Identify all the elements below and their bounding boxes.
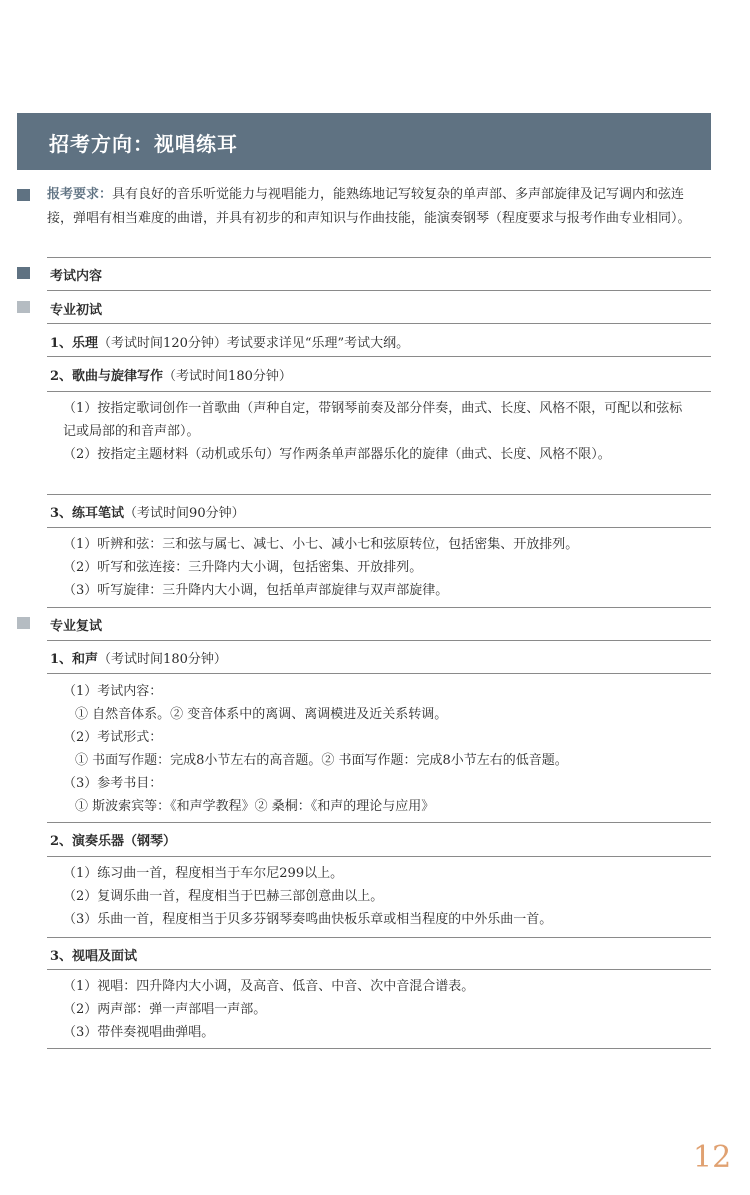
retest-item-sight <box>50 945 137 964</box>
divider <box>47 1048 711 1049</box>
divider <box>47 856 711 857</box>
retest-item-harmony <box>50 648 227 667</box>
sight-line-1: （1）视唱：四升降内大小调，及高音、低音、中音、次中音混合谱表。 <box>63 979 475 994</box>
prelim-heading: 专业初试 <box>50 303 103 318</box>
retest-item-piano <box>50 830 176 849</box>
ear-line-3: （3）听写旋律：三升降内大小调，包括单声部旋律与双声部旋律。 <box>63 583 449 598</box>
item-title: 1、乐理 <box>50 336 99 351</box>
bullet-square <box>17 189 30 201</box>
divider <box>47 356 711 357</box>
divider <box>47 391 711 392</box>
section-banner <box>17 113 711 170</box>
divider <box>47 969 711 970</box>
divider <box>47 607 711 608</box>
sight-line-2: （2）两声部：弹一声部唱一声部。 <box>63 1002 267 1017</box>
harmony-line-5: （3）参考书目： <box>63 776 163 791</box>
divider <box>47 673 711 674</box>
divider <box>47 822 711 823</box>
harmony-line-6: ① 斯波索宾等：《和声学教程》② 桑桐：《和声的理论与应用》 <box>75 799 435 814</box>
exam-content-heading: 考试内容 <box>50 269 103 284</box>
requirements-label: 报考要求： <box>47 187 113 202</box>
item-note: （考试时间180分钟） <box>163 369 292 384</box>
prelim-item-theory <box>50 332 409 351</box>
harmony-line-2: ① 自然音体系。② 变音体系中的离调、离调模进及近关系转调。 <box>75 707 448 722</box>
harmony-line-4: ① 书面写作题：完成8小节左右的高音题。② 书面写作题：完成8小节左右的低音题。 <box>75 753 568 768</box>
harmony-line-1: （1）考试内容： <box>63 684 163 699</box>
item-title: 3、视唱及面试 <box>50 949 138 964</box>
ear-line-2: （2）听写和弦连接：三升降内大小调，包括密集、开放排列。 <box>63 560 423 575</box>
harmony-line-3: （2）考试形式： <box>63 730 163 745</box>
bullet-square <box>17 301 30 313</box>
item-note: （考试时间90分钟） <box>124 506 245 521</box>
requirements-text: 具有良好的音乐听觉能力与视唱能力，能熟练地记写较复杂的单声部、多声部旋律及记写调内和弦连接，弹唱有相当难度的曲谱，并具有初步的和声知识与作曲技能，能演奏钢琴（程度要求与报考作曲专业相同）。 <box>47 187 691 226</box>
prelim-item-song <box>50 365 292 384</box>
piano-line-2: （2）复调乐曲一首，程度相当于巴赫三部创意曲以上。 <box>63 889 384 904</box>
piano-line-1: （1）练习曲一首，程度相当于车尔尼299以上。 <box>63 866 344 881</box>
divider <box>47 494 711 495</box>
retest-heading: 专业复试 <box>50 619 103 634</box>
item-note: （考试时间120分钟）考试要求详见“乐理”考试大纲。 <box>98 336 410 351</box>
piano-line-3: （3）乐曲一首，程度相当于贝多芬钢琴奏鸣曲快板乐章或相当程度的中外乐曲一首。 <box>63 912 553 927</box>
divider <box>47 937 711 938</box>
item-title: 1、和声 <box>50 652 99 667</box>
divider <box>47 640 711 641</box>
sight-line-3: （3）带伴奏视唱曲弹唱。 <box>63 1025 215 1040</box>
song-paragraph-1: （1）按指定歌词创作一首歌曲（声种自定，带钢琴前奏及部分伴奏，曲式、长度、风格不限，可配以和弦标记或局部的和音声部）。 <box>63 401 683 439</box>
banner-title: 招考方向：视唱练耳 <box>49 132 238 156</box>
divider <box>47 257 711 258</box>
requirements-paragraph <box>47 183 707 231</box>
item-title: 3、练耳笔试 <box>50 506 125 521</box>
divider <box>47 290 711 291</box>
divider <box>47 323 711 324</box>
item-title: 2、歌曲与旋律写作 <box>50 369 164 384</box>
bullet-square <box>17 267 30 279</box>
item-note: （考试时间180分钟） <box>98 652 227 667</box>
divider <box>47 527 711 528</box>
prelim-item-ear <box>50 502 245 521</box>
item-title: 2、演奏乐器（钢琴） <box>50 834 177 849</box>
page-number: 12 <box>693 1140 732 1175</box>
ear-line-1: （1）听辨和弦：三和弦与属七、减七、小七、减小七和弦原转位，包括密集、开放排列。 <box>63 537 579 552</box>
bullet-square <box>17 617 30 629</box>
song-paragraph-2: （2）按指定主题材料（动机或乐句）写作两条单声部器乐化的旋律（曲式、长度、风格不限）。 <box>63 447 611 462</box>
